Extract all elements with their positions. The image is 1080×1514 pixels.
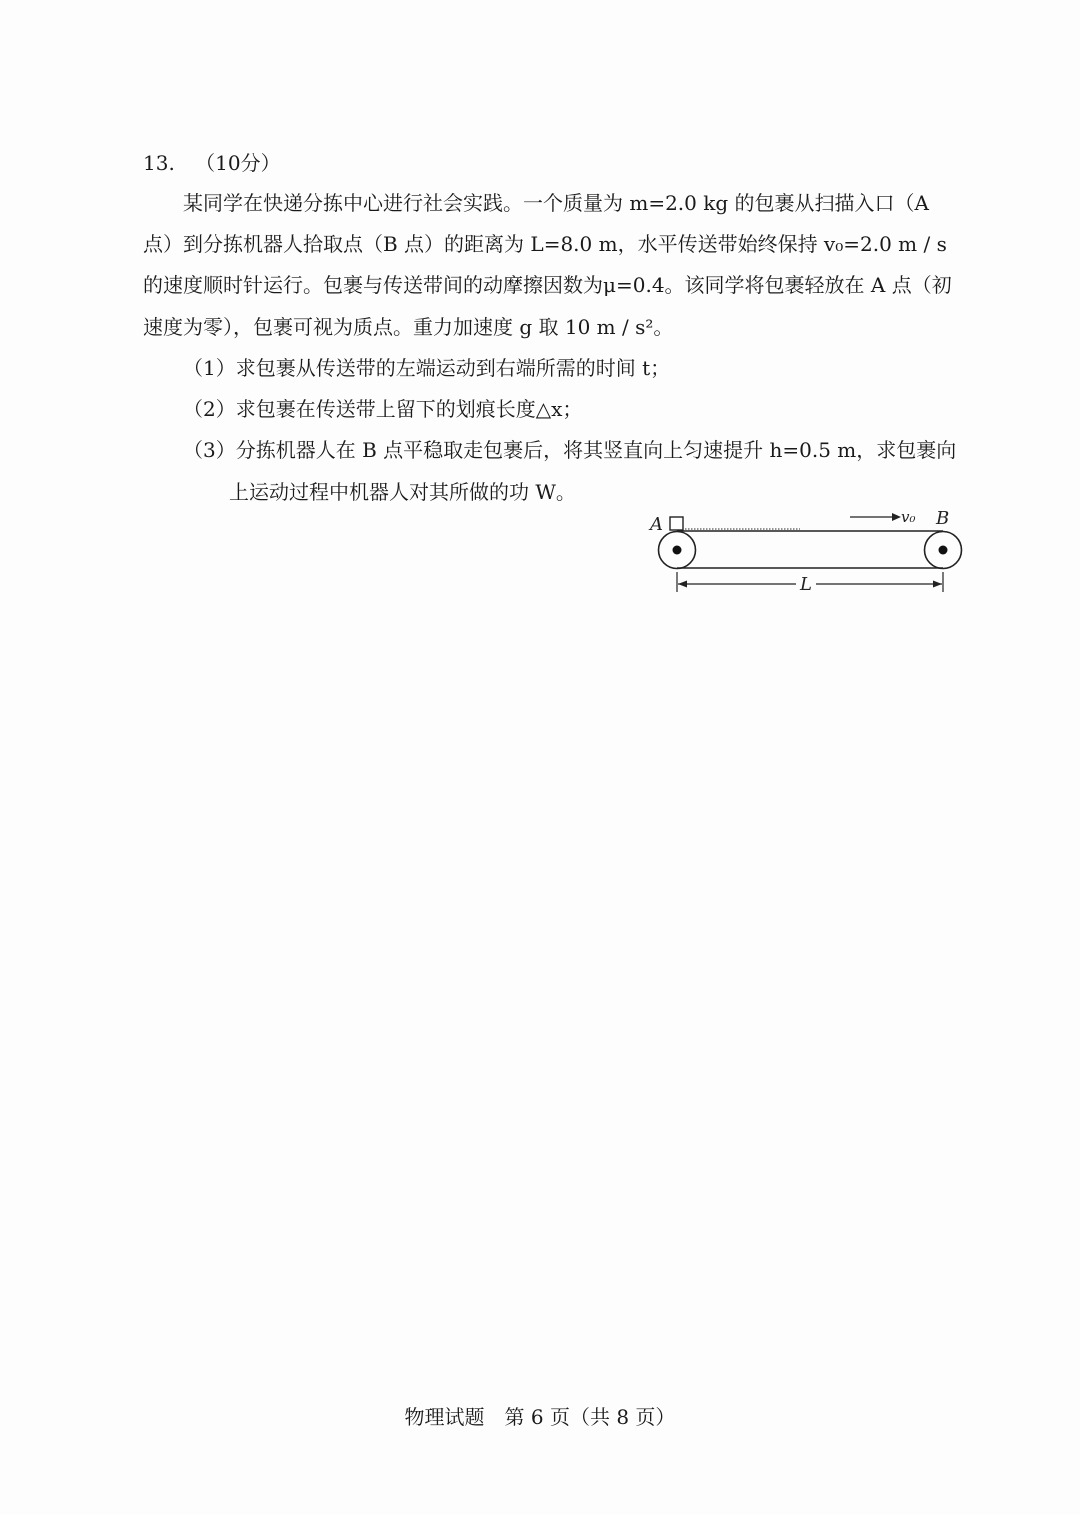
label-l: L [800,574,812,595]
sub-question-3-continued: 上运动过程中机器人对其所做的功 W。 [229,480,576,504]
label-v0: v₀ [901,508,916,526]
sub-question-1: （1）求包裹从传送带的左端运动到右端所需的时间 t； [183,356,671,380]
stem-line-2: 点）到分拣机器人拾取点（B 点）的距离为 L=8.0 m，水平传送带始终保持 v₀=2.0 m / s [143,232,947,256]
question-header [143,148,281,178]
sub-question-3: （3）分拣机器人在 B 点平稳取走包裹后，将其竖直向上匀速提升 h=0.5 m，求包裹向 [183,438,957,462]
left-pulley-axle [673,546,682,555]
velocity-arrow-head [892,513,901,521]
package-box [670,517,683,530]
dimension-arrow-left [678,581,687,588]
dimension-arrow-right [933,581,942,588]
sub-question-2: （2）求包裹在传送带上留下的划痕长度△x； [183,397,583,421]
stem-line-3: 的速度顺时针运行。包裹与传送带间的动摩擦因数为μ=0.4。该同学将包裹轻放在 A 点（初 [143,273,952,297]
question-points: （10分） [195,151,281,175]
conveyor-belt-diagram [640,500,980,610]
question-number: 13. [143,151,175,175]
stem-line-1: 某同学在快递分拣中心进行社会实践。一个质量为 m=2.0 kg 的包裹从扫描入口（A [183,191,929,215]
right-pulley-axle [939,546,948,555]
page-footer: 物理试题 第 6 页（共 8 页） [404,1405,676,1429]
label-a: A [650,514,663,535]
stem-line-4: 速度为零），包裹可视为质点。重力加速度 g 取 10 m / s²。 [143,315,674,339]
label-b: B [936,508,950,529]
